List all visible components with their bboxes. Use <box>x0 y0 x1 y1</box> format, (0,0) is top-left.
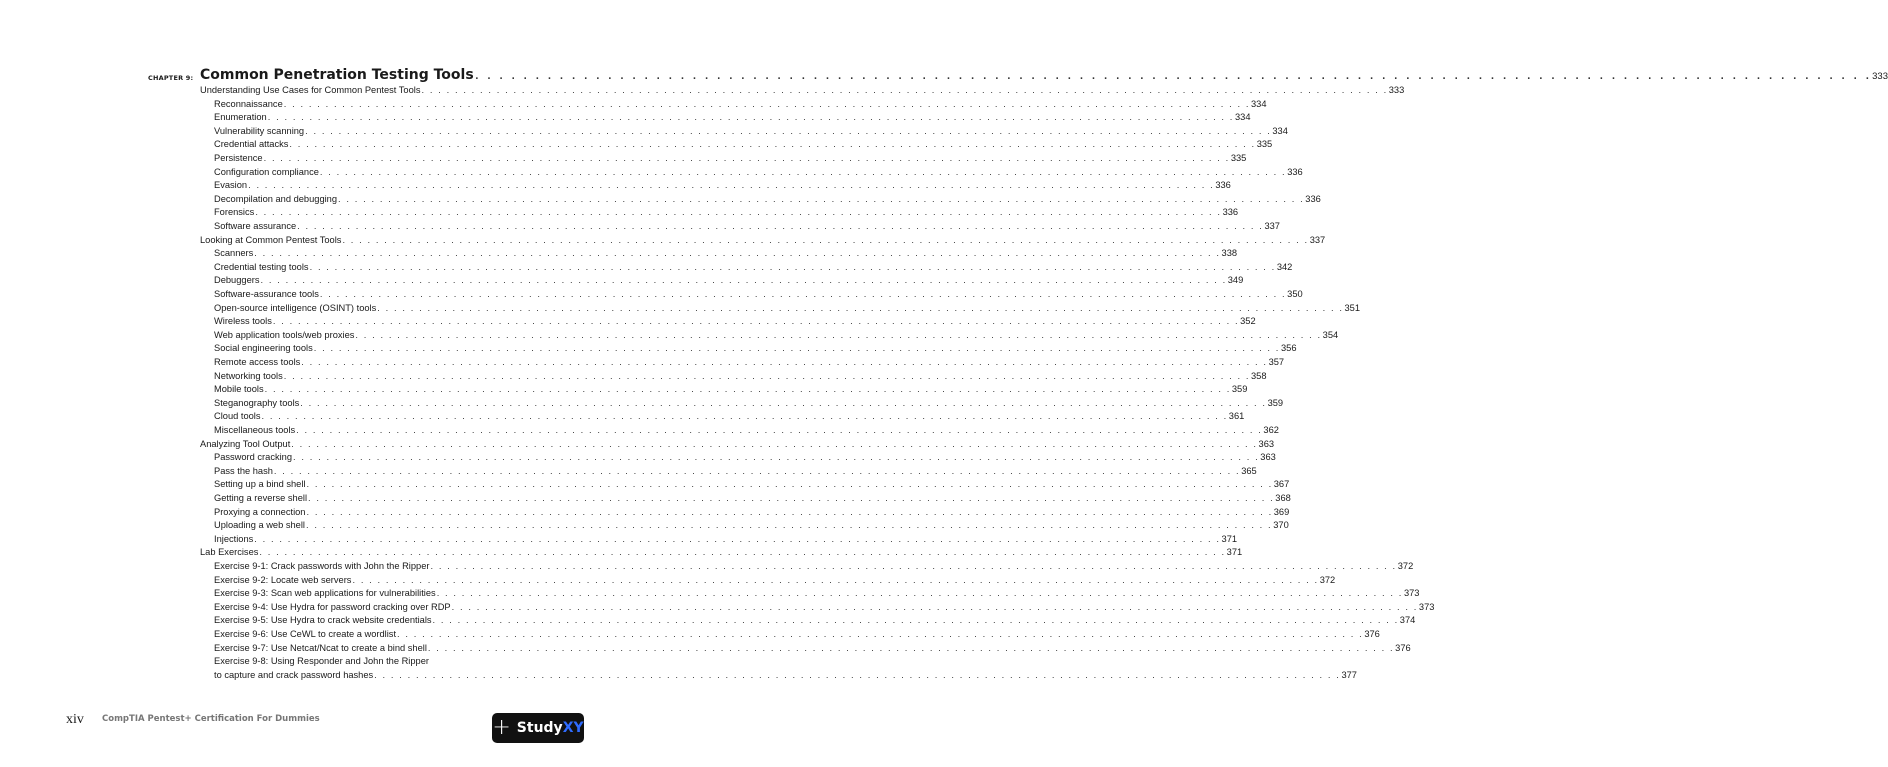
toc-entry-text: Credential testing tools <box>214 261 309 272</box>
toc-entry-text: Web application tools/web proxies <box>214 329 355 340</box>
toc-entry-text: Credential attacks <box>214 139 289 150</box>
toc-entry[interactable] <box>214 397 1284 411</box>
chapter-label: CHAPTER 9: <box>148 74 194 82</box>
toc-page-number: 359 <box>1267 397 1284 408</box>
toc-page-number: 354 <box>1322 329 1339 340</box>
toc-page-number: 338 <box>1221 248 1238 259</box>
toc-page-number: 376 <box>1395 642 1411 653</box>
toc-entry-text: Exercise 9-3: Scan web applications for vulnerabilities <box>214 588 436 599</box>
dot-leader <box>260 274 1226 288</box>
toc-entry[interactable] <box>214 533 1238 547</box>
toc-page-number: 342 <box>1276 261 1293 272</box>
toc-entry[interactable] <box>214 451 1276 465</box>
toc-page-number: 335 <box>1256 139 1273 150</box>
dot-leader <box>268 111 1234 125</box>
toc-entry[interactable] <box>200 438 1275 452</box>
toc-page-number: 373 <box>1403 588 1420 599</box>
toc-entry-text: Exercise 9-1: Crack passwords with John the Ripper <box>214 561 430 571</box>
toc-entry-text: Injections <box>214 533 254 544</box>
toc-entry[interactable] <box>214 166 1303 180</box>
toc-entry-text: Setting up a bind shell <box>214 479 306 490</box>
toc-page-number: 370 <box>1273 520 1289 531</box>
dot-leader <box>301 356 1267 370</box>
toc-entry-text: Exercise 9-6: Use CeWL to create a wordlist <box>214 629 397 639</box>
brand-accent: XY <box>562 720 584 736</box>
toc-entry-text: Miscellaneous tools <box>214 425 296 435</box>
toc-page-number: 365 <box>1241 465 1257 476</box>
toc-entry-text: Password cracking <box>214 452 293 463</box>
toc-entry-text: Open-source intelligence (OSINT) tools <box>214 302 377 313</box>
toc-entry-text: Social engineering tools <box>214 343 313 354</box>
dot-leader <box>305 125 1271 139</box>
dot-leader <box>284 98 1250 112</box>
dot-leader <box>307 478 1273 492</box>
plus-icon: + <box>492 715 511 740</box>
toc-entry-text: Reconnaissance <box>214 98 283 109</box>
toc-entry-text: Proxying a connection <box>214 506 306 517</box>
toc-entry-text-continued: to capture and crack password hashes <box>214 669 374 680</box>
dot-leader <box>306 519 1272 533</box>
toc-entry[interactable] <box>214 111 1251 125</box>
toc-entry-text: Remote access tools <box>214 357 301 367</box>
toc-page-number: 362 <box>1263 425 1279 435</box>
toc-entry-text: Software assurance <box>214 221 297 231</box>
dot-leader <box>248 179 1214 193</box>
dot-leader <box>308 492 1274 506</box>
toc-entry-text: Steganography tools <box>214 397 300 408</box>
toc-entry-text: Understanding Use Cases for Common Pentest Tools <box>200 85 421 95</box>
toc-entry-text: Exercise 9-5: Use Hydra to crack website credentials <box>214 615 432 626</box>
dot-leader <box>273 315 1239 329</box>
toc-entry[interactable] <box>214 410 1245 424</box>
dot-leader <box>259 546 1225 560</box>
toc-entry[interactable] <box>214 642 1411 656</box>
brand-name <box>517 720 584 736</box>
toc-entry[interactable] <box>214 342 1297 356</box>
toc-entry[interactable] <box>214 465 1257 479</box>
dot-leader <box>284 370 1250 384</box>
dot-leader <box>475 66 1871 84</box>
toc-entry[interactable] <box>214 492 1291 506</box>
toc-page-number: 334 <box>1234 112 1251 123</box>
chapter-page-number: 333 <box>1872 71 1888 82</box>
dot-leader <box>306 506 1272 520</box>
toc-entry-text: Networking tools <box>214 370 283 381</box>
toc-entry[interactable] <box>214 614 1416 628</box>
toc-entry-text: Exercise 9-4: Use Hydra for password cracking over RDP <box>214 601 451 612</box>
dot-leader <box>255 206 1221 220</box>
toc-entry[interactable] <box>214 370 1267 384</box>
toc-entry-text: Exercise 9-8: Using Responder and John the Ripper <box>214 656 429 667</box>
toc-entry[interactable] <box>214 519 1289 533</box>
dot-leader <box>397 628 1363 642</box>
toc-entry[interactable] <box>214 247 1238 261</box>
toc-page-number: 368 <box>1275 493 1291 503</box>
chapter-heading <box>148 66 1888 84</box>
dot-leader <box>293 451 1259 465</box>
toc-entry[interactable] <box>214 587 1420 601</box>
dot-leader <box>265 383 1231 397</box>
toc-entry-text: Debuggers <box>214 275 260 286</box>
toc-entry[interactable] <box>200 234 1326 248</box>
toc-page-number: 351 <box>1344 302 1361 313</box>
dot-leader <box>300 397 1266 411</box>
dot-leader <box>297 220 1263 234</box>
toc-page-number: 371 <box>1226 547 1243 558</box>
toc-page-number: 349 <box>1227 275 1244 286</box>
toc-page-number: 372 <box>1319 574 1336 585</box>
toc-page-number: 374 <box>1399 615 1416 626</box>
toc-page-number: 376 <box>1364 629 1380 639</box>
toc-entry[interactable] <box>214 98 1267 112</box>
toc-entry[interactable] <box>200 546 1243 560</box>
dot-leader <box>264 152 1230 166</box>
studyxy-logo <box>492 713 584 743</box>
toc-page-number: 357 <box>1268 357 1285 367</box>
toc-entry-text: Pass the hash <box>214 465 273 476</box>
brand-main: Study <box>516 720 563 736</box>
dot-leader <box>352 574 1318 588</box>
toc-entry[interactable] <box>214 179 1231 193</box>
toc-entry[interactable] <box>214 220 1280 234</box>
toc-entry[interactable] <box>214 574 1336 588</box>
toc-entry[interactable] <box>214 329 1339 343</box>
toc-entry-text: Forensics <box>214 207 255 218</box>
dot-leader <box>310 261 1276 275</box>
toc-page-number: 359 <box>1231 384 1248 395</box>
toc-entry[interactable] <box>214 424 1279 438</box>
dot-leader <box>437 587 1403 601</box>
toc-entry-text: Uploading a web shell <box>214 520 305 531</box>
toc-page-number: 367 <box>1273 479 1290 490</box>
dot-leader <box>433 614 1399 628</box>
toc-page-number: 337 <box>1309 234 1326 245</box>
toc-entry-text: Wireless tools <box>214 316 272 327</box>
toc-page-number: 350 <box>1287 289 1303 299</box>
dot-leader <box>428 642 1394 656</box>
toc-entry[interactable] <box>214 138 1273 152</box>
toc-page-number: 334 <box>1272 125 1288 136</box>
toc-entry[interactable] <box>214 315 1256 329</box>
toc-entry-text: Getting a reverse shell <box>214 493 308 503</box>
folio-page-number: xiv <box>66 712 84 727</box>
dot-leader <box>338 193 1304 207</box>
dot-leader <box>320 166 1286 180</box>
dot-leader <box>254 533 1220 547</box>
dot-leader <box>377 302 1343 316</box>
toc-page-number: 335 <box>1230 153 1247 163</box>
toc-entry[interactable] <box>214 193 1321 207</box>
dot-leader <box>289 138 1255 152</box>
toc-page-number: 369 <box>1273 506 1290 517</box>
toc-entry-text: Software-assurance tools <box>214 289 319 299</box>
toc-page-number: 336 <box>1287 166 1303 177</box>
toc-entry-text: Enumeration <box>214 112 267 123</box>
dot-leader <box>274 465 1240 479</box>
dot-leader <box>320 288 1286 302</box>
toc-entry-text: Scanners <box>214 248 254 259</box>
toc-entry[interactable] <box>214 383 1248 397</box>
running-footer-title: CompTIA Pentest+ Certification For Dummies <box>102 714 320 724</box>
toc-entry-text: Configuration compliance <box>214 166 319 177</box>
toc-page-number: 372 <box>1397 561 1414 571</box>
toc-page-number: 371 <box>1221 533 1238 544</box>
toc-page-number: 373 <box>1418 601 1435 612</box>
toc-entry[interactable] <box>214 274 1244 288</box>
dot-leader <box>342 234 1308 248</box>
dot-leader <box>430 560 1396 574</box>
toc-entry-text: Analyzing Tool Output <box>200 438 291 449</box>
toc-entry[interactable] <box>214 152 1247 166</box>
toc-page-number: 356 <box>1280 343 1297 354</box>
dot-leader <box>296 424 1262 438</box>
toc-entry[interactable] <box>214 478 1290 492</box>
dot-leader <box>374 669 1340 683</box>
toc-entry[interactable] <box>214 356 1285 370</box>
toc-page-number: 363 <box>1258 438 1275 449</box>
dot-leader <box>452 601 1418 615</box>
toc-entry-text: Evasion <box>214 180 248 191</box>
toc-page-number: 333 <box>1388 85 1405 95</box>
toc-entry[interactable] <box>214 655 1357 682</box>
toc-entry[interactable] <box>214 628 1380 642</box>
toc-entry[interactable] <box>214 560 1414 574</box>
toc-page-number: 336 <box>1215 180 1231 191</box>
toc-page-number: 363 <box>1260 452 1276 463</box>
toc-entry-text: Exercise 9-2: Locate web servers <box>214 574 352 585</box>
toc-entry[interactable] <box>214 125 1288 139</box>
toc-entry[interactable] <box>214 288 1303 302</box>
dot-leader <box>421 84 1387 98</box>
dot-leader <box>355 329 1321 343</box>
toc-page-number: 334 <box>1251 98 1267 109</box>
toc-entry[interactable] <box>214 206 1239 220</box>
toc-page-number: 336 <box>1305 193 1321 204</box>
toc-entry-text: Mobile tools <box>214 384 264 395</box>
dot-leader <box>262 410 1228 424</box>
toc-entry[interactable] <box>214 302 1361 316</box>
toc-entry[interactable] <box>214 601 1435 615</box>
toc-page-number: 377 <box>1341 669 1357 680</box>
toc-page-number: 361 <box>1228 411 1245 422</box>
toc-page-number: 337 <box>1264 221 1280 231</box>
toc-entry[interactable] <box>214 506 1290 520</box>
toc-page-number: 358 <box>1251 370 1267 381</box>
toc-entry-text: Exercise 9-7: Use Netcat/Ncat to create a bind shell <box>214 642 427 653</box>
dot-leader <box>314 342 1280 356</box>
toc-entry[interactable] <box>214 261 1293 275</box>
dot-leader <box>291 438 1257 452</box>
toc-entry-text: Looking at Common Pentest Tools <box>200 234 342 245</box>
dot-leader <box>254 247 1220 261</box>
toc-entry[interactable] <box>200 84 1405 98</box>
toc-entry-text: Cloud tools <box>214 411 261 422</box>
toc-entry-text: Lab Exercises <box>200 547 259 558</box>
toc-entry-text: Decompilation and debugging <box>214 193 338 204</box>
toc-page-number: 352 <box>1240 316 1256 327</box>
toc-entry-text: Vulnerability scanning <box>214 125 305 136</box>
toc-page-number: 336 <box>1222 207 1239 218</box>
toc-entry-text: Persistence <box>214 153 263 163</box>
chapter-title[interactable]: Common Penetration Testing Tools <box>200 67 474 83</box>
